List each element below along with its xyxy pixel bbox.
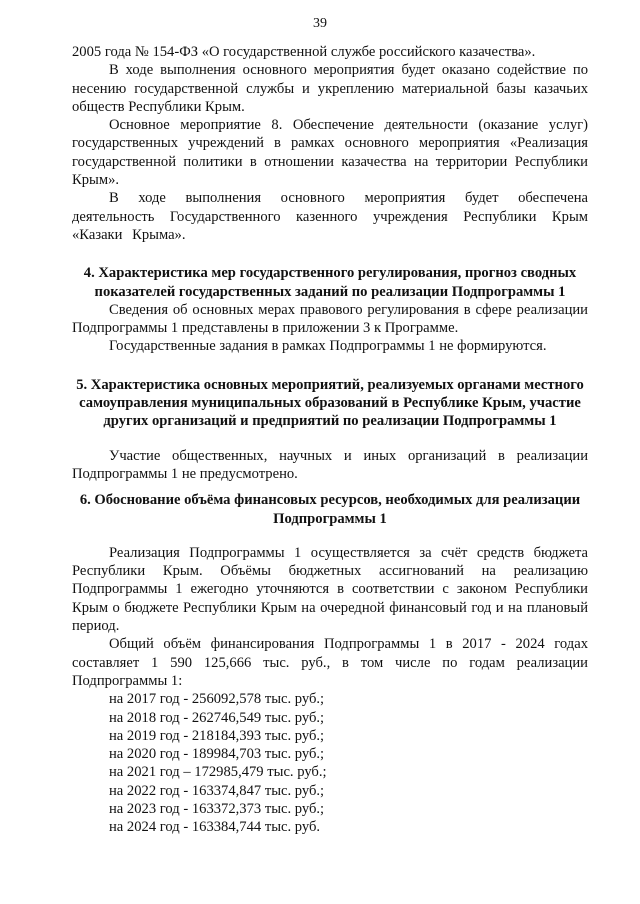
list-item: на 2024 год - 163384,744 тыс. руб. <box>109 819 321 836</box>
paragraph-main-activity-8: Основное мероприятие 8. Обеспечение деятельности (оказание услуг) государственных учреждений в рамках основного мероприятия «Реализация государственной политики в отношении казачества на территории Республики Крым». <box>72 117 588 189</box>
paragraph-funding-source: Реализация Подпрограммы 1 осуществляется за счёт средств бюджета Республики Крым. Объёмы бюджетных ассигнований на реализацию Подпрограммы 1 ежегодно уточняются в соответствии с законом Республики Крым о бюджете Республики Крым на очередной финансовый год и на плановый период. <box>72 544 588 635</box>
list-item: на 2019 год - 218184,393 тыс. руб.; <box>109 727 325 744</box>
document-body <box>72 43 588 837</box>
list-item: на 2018 год - 262746,549 тыс. руб.; <box>109 709 325 726</box>
paragraph-law-reference: 2005 года № 154-ФЗ «О государственной службе российского казачества». <box>72 44 536 60</box>
section-5-title: 5. Характеристика основных мероприятий, реализуемых органами местного самоуправления муниципальных образований в Республике Крым, участие других организаций и предприятий по реализации Подпрограммы 1 <box>76 376 584 430</box>
funding-by-year-list <box>72 690 588 836</box>
list-item: на 2021 год – 172985,479 тыс. руб.; <box>109 764 327 781</box>
paragraph-organizations: Участие общественных, научных и иных организаций в реализации Подпрограммы 1 не предусмотрено. <box>72 447 588 482</box>
paragraph-institution: В ходе выполнения основного мероприятия будет обеспечена деятельность Государственного казенного учреждения Республики Крым «Казаки Крыма». <box>72 190 588 243</box>
section-4-title: 4. Характеристика мер государственного регулирования, прогноз сводных показателей государственных заданий по реализации Подпрограммы 1 <box>83 265 577 300</box>
list-item: на 2017 год - 256092,578 тыс. руб.; <box>109 691 325 708</box>
page-number: 39 <box>313 16 327 31</box>
list-item: на 2020 год - 189984,703 тыс. руб.; <box>109 746 325 763</box>
paragraph-total-funding: Общий объём финансирования Подпрограммы 1 в 2017 - 2024 годах составляет 1 590 125,666 тыс. руб., в том числе по годам реализации Подпрограммы 1: <box>72 636 588 689</box>
list-item: на 2023 год - 163372,373 тыс. руб.; <box>109 800 325 817</box>
paragraph-assistance: В ходе выполнения основного мероприятия будет оказано содействие по несению государственной службы и укреплению материальной базы казачьих обществ Республики Крым. <box>72 62 588 115</box>
paragraph-legal-measures: Сведения об основных мерах правового регулирования в сфере реализации Подпрограммы 1 представлены в приложении 3 к Программе. <box>72 301 588 337</box>
list-item: на 2022 год - 163374,847 тыс. руб.; <box>109 782 325 799</box>
section-6-title: 6. Обоснование объёма финансовых ресурсов, необходимых для реализации Подпрограммы 1 <box>79 492 581 527</box>
paragraph-state-tasks: Государственные задания в рамках Подпрограммы 1 не формируются. <box>109 338 547 355</box>
